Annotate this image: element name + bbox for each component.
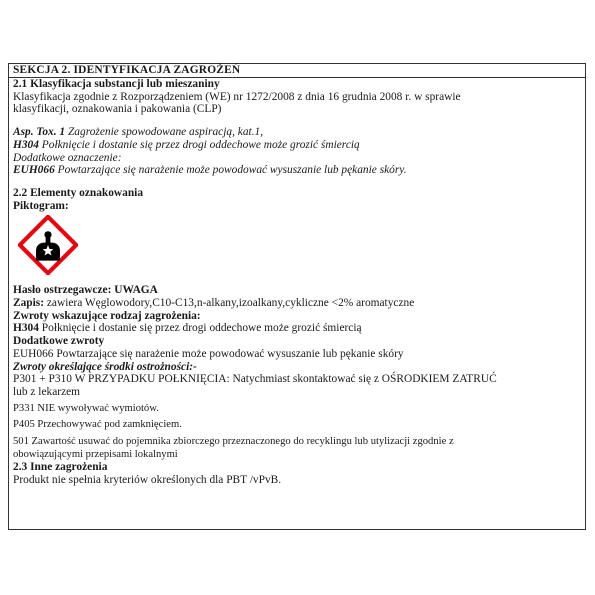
euh066-line — [13, 164, 581, 177]
signal-word-label: Hasło ostrzegawcze: — [13, 284, 112, 297]
heading-2-2: 2.2 Elementy oznakowania — [13, 186, 144, 199]
p405-line: P405 Przechowywać pod zamknięciem. — [13, 419, 182, 431]
asp-tox-code: Asp. Tox. 1 — [13, 126, 66, 139]
p301-line-1: P301 + P310 W PRZYPADKU POŁKNIĘCIA: Natychmiast skontaktować się z OŚRODKIEM ZATRUĆ — [13, 373, 497, 386]
euh066-text: Powtarzające się narażenie może powodować wysuszanie lub pękanie skóry. — [54, 164, 407, 177]
p331-line: P331 NIE wywoływać wymiotów. — [13, 402, 159, 414]
p501-line-2: obowiązującymi przepisami lokalnymi — [13, 448, 178, 460]
signal-word-value: UWAGA — [111, 284, 158, 297]
asp-tox-text: Zagrożenie spowodowane aspiracją, kat.1, — [65, 126, 264, 139]
h304-code: H304 — [13, 138, 39, 151]
asp-tox-line — [13, 126, 581, 139]
h304-statement-text: Połknięcie i dostanie się przez drogi oddechowe może grozić śmiercią — [38, 322, 362, 335]
euh066-statement: EUH066 Powtarzające się narażenie może powodować wysuszanie lub pękanie skóry — [13, 347, 404, 360]
other-hazards-text: Produkt nie spełnia kryteriów określonych dla PBT /vPvB. — [13, 474, 282, 487]
precautionary-label: Zwroty określające środki ostrożności:- — [13, 360, 197, 373]
p501-line-1: 501 Zawartość usuwać do pojemnika zbiorczego przeznaczonego do recyklingu lub utylizacji zgodnie z — [13, 436, 454, 448]
section-frame — [8, 63, 586, 530]
contains-line — [13, 297, 581, 310]
h304-line — [13, 139, 581, 152]
hazard-statements-label: Zwroty wskazujące rodzaj zagrożenia: — [13, 309, 201, 322]
section-title: SEKCJA 2. IDENTYFIKACJA ZAGROŻEŃ — [9, 64, 585, 78]
signal-word-line — [13, 284, 581, 297]
p301-line-2: lub z lekarzem — [13, 385, 81, 398]
additional-statements-label: Dodatkowe zwroty — [13, 335, 105, 348]
h304-statement-code: H304 — [13, 322, 39, 335]
contains-value: zawiera Węglowodory,C10-C13,n-alkany,izoalkany,cykliczne <2% aromatyczne — [44, 297, 415, 310]
contains-label: Zapis: — [13, 297, 45, 310]
section-content — [13, 78, 581, 487]
heading-2-1: 2.1 Klasyfikacja substancji lub mieszaniny — [13, 78, 220, 90]
classification-line-1: Klasyfikacja zgodnie z Rozporządzeniem (WE) nr 1272/2008 z dnia 16 grudnia 2008 r. w sprawie — [13, 90, 461, 103]
heading-2-3: 2.3 Inne zagrożenia — [13, 461, 108, 474]
classification-line-2: klasyfikacji, oznakowania i pakowania (CLP) — [13, 103, 222, 116]
h304-text: Połknięcie i dostanie się przez drogi oddechowe może grozić śmiercią — [38, 138, 360, 151]
health-hazard-icon — [18, 215, 78, 275]
pictogram-label: Piktogram: — [13, 199, 69, 212]
extra-label: Dodatkowe oznaczenie: — [13, 151, 122, 164]
h304-statement-line — [13, 322, 581, 335]
euh066-code: EUH066 — [13, 164, 55, 177]
